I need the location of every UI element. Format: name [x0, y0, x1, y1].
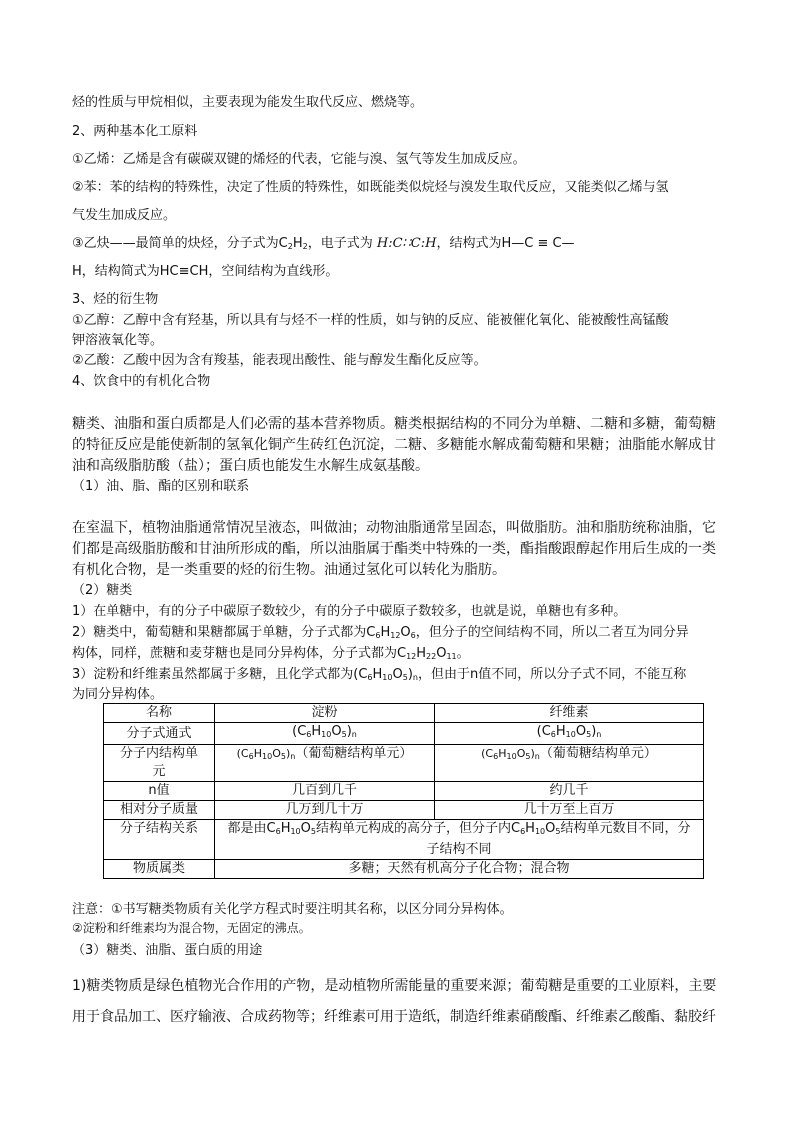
- starch-molecular-mass: 几万到几十万: [215, 801, 435, 820]
- header-cellulose: 纤维素: [435, 704, 704, 723]
- benzene-text-line2: 气发生加成反应。: [72, 208, 177, 223]
- table-row: [104, 723, 704, 745]
- oil-text-line3: 有机化合物，是一类重要的烃的衍生物。油通过氢化可以转化为脂肪。: [72, 562, 506, 578]
- table-row: [104, 820, 704, 860]
- ethanol-text-line1: ①乙醇：乙醇中含有羟基，所以具有与烃不一样的性质，如与钠的反应、能被催化氧化、能被酸性高锰酸: [72, 313, 669, 328]
- acetylene-text-line2: H，结构简式为HC≡CH，空间结构为直线形。: [72, 264, 339, 279]
- row-label-molecular-mass: 相对分子质量: [104, 801, 215, 820]
- cellulose-molecular-mass: 几十万至上百万: [435, 801, 704, 820]
- ethanol-text-line2: 钾溶液氧化等。: [72, 333, 164, 348]
- derivatives-heading: 3、烃的衍生物: [72, 292, 159, 307]
- header-name: 名称: [104, 704, 215, 723]
- table-row: [104, 860, 704, 879]
- ethylene-text: ①乙烯：乙烯是含有碳碳双键的烯烃的代表，它能与溴、氢气等发生加成反应。: [72, 152, 526, 167]
- sugar-text-1: 1）在单糖中，有的分子中碳原子数较少，有的分子中碳原子数较多，也就是说，单糖也有多种。: [72, 604, 627, 619]
- note-text-2: ②淀粉和纤维素均为混合物，无固定的沸点。: [72, 921, 311, 935]
- food-organics-heading: 4、饮食中的有机化合物: [72, 374, 211, 389]
- starch-n-value: 几百到几千: [215, 782, 435, 801]
- row-label-structural-unit: 分子内结构单 元: [104, 745, 215, 782]
- row-label-category: 物质属类: [104, 860, 215, 879]
- row-label-n-value: n值: [104, 782, 215, 801]
- acetylene-text-line1: ③乙炔——最简单的炔烃，分子式为$C_2H_2$，电子式为 H:C∷C:H，结构式为H—C ≡ C—: [72, 236, 575, 251]
- header-starch: 淀粉: [215, 704, 435, 723]
- starch-structural-unit: $(C_6H_{10}O_5)_n$（葡萄糖结构单元）: [215, 745, 435, 782]
- sugar-text-2-line2: 构体，同样，蔗糖和麦芽糖也是同分异构体，分子式都为$C_{12}H_{22}O_{11}$。: [72, 646, 470, 661]
- uses-heading: （3）糖类、油脂、蛋白质的用途: [72, 943, 263, 958]
- table-row: [104, 782, 704, 801]
- hydrocarbon-properties-text: 烃的性质与甲烷相似，主要表现为能发生取代反应、燃烧等。: [72, 95, 424, 110]
- sugar-text-2-line1: 2）糖类中，葡萄糖和果糖都属于单糖，分子式都为$C_6H_{12}O_6$，但分子的空间结构不同，所以二者互为同分异: [72, 625, 689, 640]
- structure-relation-value: 都是由$C_6H_{10}O_5$结构单元构成的高分子，但分子内$C_6H_{10}O_5$结构单元数目不同，分 子结构不同: [215, 820, 704, 860]
- sugar-text-3-line2: 为同分异构体。: [72, 687, 164, 702]
- table-row: [104, 801, 704, 820]
- sugar-heading: （2）糖类: [72, 583, 133, 598]
- oil-text-line2: 们都是高级脂肪酸和甘油所形成的酯，所以油脂属于酯类中特殊的一类，酯指酸跟醇起作用后生成的一类: [72, 541, 716, 557]
- table-row: [104, 704, 704, 723]
- acetic-acid-text: ②乙酸：乙酸中因为含有羧基，能表现出酸性、能与醇发生酯化反应等。: [72, 353, 487, 368]
- nutrients-text-line3: 油和高级脂肪酸（盐）；蛋白质也能发生水解生成氨基酸。: [72, 458, 429, 474]
- table-row: [104, 745, 704, 782]
- row-label-formula: 分子式通式: [104, 723, 215, 745]
- sugar-text-3-line1: 3）淀粉和纤维素虽然都属于多糖，且化学式都为$(C_6H_{10}O_5)_n$，但由于n值不同，所以分子式不同，不能互称: [72, 667, 687, 682]
- polysaccharide-comparison-table: [103, 703, 704, 879]
- cellulose-n-value: 约几千: [435, 782, 704, 801]
- raw-materials-heading: 2、两种基本化工原料: [72, 124, 198, 139]
- benzene-text-line1: ②苯：苯的结构的特殊性，决定了性质的特殊性，如既能类似烷烃与溴发生取代反应，又能类似乙烯与氢: [72, 180, 669, 195]
- electron-formula: H:C∷C:H: [376, 236, 437, 251]
- nutrients-text-line2: 的特征反应是能使新制的氢氧化铜产生砖红色沉淀，二糖、多糖能水解成葡萄糖和果糖；油脂能水解成甘: [72, 437, 716, 453]
- uses-text-line2: 用于食品加工、医疗输液、合成药物等；纤维素可用于造纸，制造纤维素硝酸酯、纤维素乙酸酯、黏胶纤: [72, 1009, 716, 1025]
- cellulose-formula: $(C_6H_{10}O_5)_n$: [435, 723, 704, 745]
- cellulose-structural-unit: $(C_6H_{10}O_5)_n$（葡萄糖结构单元）: [435, 745, 704, 782]
- starch-formula: $(C_6H_{10}O_5)_n$: [215, 723, 435, 745]
- nutrients-text-line1: 糖类、油脂和蛋白质都是人们必需的基本营养物质。糖类根据结构的不同分为单糖、二糖和多糖，葡萄糖: [72, 416, 716, 432]
- oil-fat-ester-heading: （1）油、脂、酯的区别和联系: [72, 479, 250, 494]
- row-label-structure-relation: 分子结构关系: [104, 820, 215, 860]
- oil-text-line1: 在室温下，植物油脂通常情况呈液态，叫做油；动物油脂通常呈固态，叫做脂肪。油和脂肪统称油脂，它: [72, 520, 716, 536]
- note-text-1: 注意：①书写糖类物质有关化学方程式时要注明其名称，以区分同分异构体。: [72, 902, 513, 917]
- uses-text-line1: 1)糖类物质是绿色植物光合作用的产物，是动植物所需能量的重要来源；葡萄糖是重要的工业原料，主要: [72, 978, 717, 994]
- category-value: 多糖；天然有机高分子化合物；混合物: [215, 860, 704, 879]
